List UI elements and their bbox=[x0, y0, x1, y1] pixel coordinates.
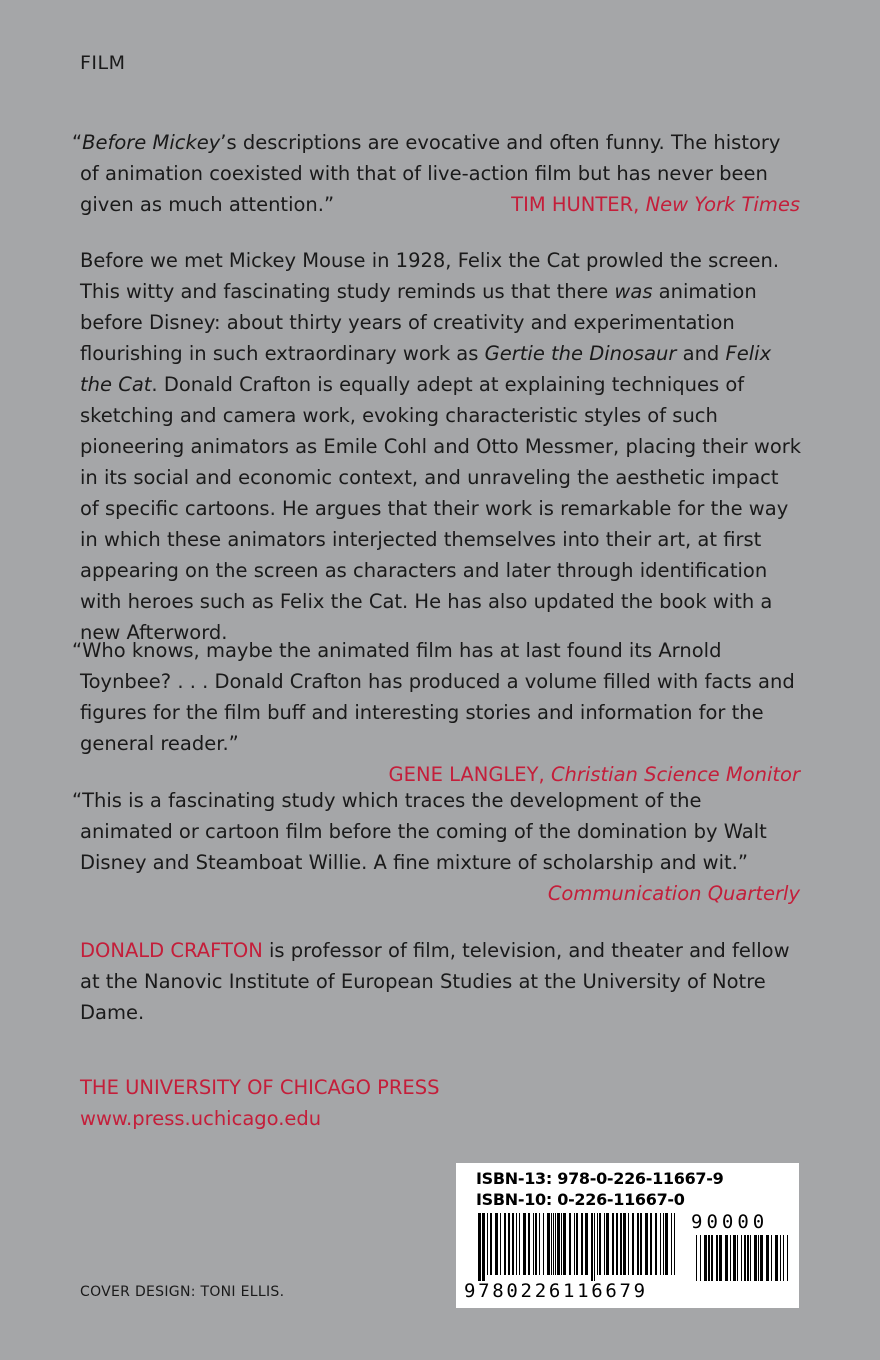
barcode-bar bbox=[569, 1213, 571, 1275]
barcode-bar bbox=[665, 1213, 668, 1275]
barcode-bar bbox=[495, 1213, 498, 1275]
barcode-bar bbox=[594, 1213, 595, 1281]
barcode-bar bbox=[557, 1213, 560, 1275]
author-bio: DONALD CRAFTON is professor of film, television, and theater and fellow at the Nanovic Institute of European Studies at the University of Notre Dame. bbox=[80, 939, 790, 1024]
addon-digits: 90000 bbox=[691, 1211, 769, 1233]
quote-communication bbox=[72, 785, 800, 909]
barcode-bar bbox=[519, 1213, 520, 1275]
barcode-bar bbox=[674, 1213, 675, 1275]
barcode-bar bbox=[563, 1213, 566, 1275]
barcode-bar bbox=[551, 1213, 552, 1275]
isbn13-label: ISBN-13: 978-0-226-11667-9 bbox=[476, 1169, 724, 1188]
barcode-bar bbox=[561, 1213, 562, 1275]
barcode-bar bbox=[737, 1235, 738, 1281]
barcode-bar bbox=[741, 1235, 742, 1281]
quote-communication-attribution: Communication Quarterly bbox=[547, 882, 800, 905]
publisher-block bbox=[80, 1072, 440, 1134]
barcode-bar bbox=[574, 1213, 575, 1275]
barcode-bar bbox=[599, 1213, 601, 1275]
barcode-bar bbox=[516, 1213, 517, 1275]
barcode-bar bbox=[663, 1213, 664, 1275]
book-description: Before we met Mickey Mouse in 1928, Felix the Cat prowled the screen. This witty and fascinating study reminds us that there was animation before Disney: about thirty years of creativity and experimentation flourishing in such extraordinary work as Gertie the Dinosaur and Felix the Cat. Donald Crafton is equally adept at explaining techniques of sketching and camera work, evoking characteristic styles of such pioneering animators as Emile Cohl and Otto Messmer, placing their work in its social and economic context, and unraveling the aesthetic impact of specific cartoons. He argues that their work is remarkable for the way in which these animators interjected themselves into their art, at first appearing on the screen as characters and later through identification with heroes such as Felix the Cat. He has also updated the book with a new Afterword. bbox=[80, 249, 802, 644]
barcode-bar bbox=[543, 1213, 544, 1275]
quote-langley-text: “Who knows, maybe the animated film has at last found its Arnold Toynbee? . . . Donald Crafton has produced a volume filled with facts and figures for the film buff and interesting stories and information for the general reader.” bbox=[72, 639, 795, 755]
barcode-bar bbox=[637, 1213, 639, 1275]
barcode-bar bbox=[733, 1235, 736, 1281]
barcode-bar bbox=[640, 1213, 642, 1275]
isbn-barcode bbox=[456, 1163, 799, 1308]
barcode-bar bbox=[766, 1235, 769, 1281]
barcode-bar bbox=[528, 1213, 530, 1275]
quote-hunter-text: “Before Mickey’s descriptions are evocative and often funny. The history of animation coexisted with that of live-action film but has never been given as much attention.” bbox=[72, 131, 781, 216]
quote-communication-text: “This is a fascinating study which traces the development of the animated or cartoon film before the coming of the domination by Walt Disney and Steamboat Willie. A fine mixture of scholarship and wit.” bbox=[72, 789, 767, 874]
barcode-bar bbox=[758, 1235, 759, 1281]
barcode-bar bbox=[655, 1213, 657, 1275]
barcode-bar bbox=[650, 1213, 652, 1275]
barcode-bar bbox=[487, 1213, 488, 1275]
barcode-bar bbox=[576, 1213, 578, 1275]
barcode-bar bbox=[478, 1213, 481, 1281]
barcode-bar bbox=[547, 1213, 550, 1275]
quote-hunter-attribution: TIM HUNTER, New York Times bbox=[511, 193, 800, 216]
barcode-bar bbox=[533, 1213, 534, 1275]
barcode-bar bbox=[780, 1235, 781, 1281]
barcode-bar bbox=[783, 1235, 784, 1281]
barcode-bar bbox=[606, 1213, 609, 1275]
barcode-bar bbox=[628, 1213, 629, 1275]
barcode-bar bbox=[555, 1213, 556, 1275]
addon-bars bbox=[696, 1235, 791, 1285]
barcode-bar bbox=[482, 1213, 485, 1281]
barcode-bar bbox=[671, 1213, 672, 1275]
barcode-bar bbox=[700, 1235, 701, 1281]
publisher-url[interactable]: www.press.uchicago.edu bbox=[80, 1107, 322, 1130]
publisher-name: THE UNIVERSITY OF CHICAGO PRESS bbox=[80, 1076, 440, 1099]
barcode-bar bbox=[597, 1213, 598, 1275]
barcode-bar bbox=[771, 1235, 772, 1281]
barcode-bar bbox=[711, 1235, 713, 1281]
barcode-bar bbox=[760, 1235, 763, 1281]
barcode-bar bbox=[750, 1235, 751, 1281]
quote-langley-attribution: GENE LANGLEY, Christian Science Monitor bbox=[388, 763, 800, 786]
barcode-bar bbox=[581, 1213, 583, 1275]
barcode-bar bbox=[623, 1213, 626, 1275]
barcode-bar bbox=[604, 1213, 605, 1275]
barcode-bar bbox=[704, 1235, 707, 1281]
barcode-bar bbox=[504, 1213, 506, 1275]
barcode-bar bbox=[775, 1235, 778, 1281]
cover-design-credit: COVER DESIGN: TONI ELLIS. bbox=[80, 1284, 285, 1300]
barcode-bar bbox=[645, 1213, 648, 1275]
barcode-bar bbox=[632, 1213, 634, 1275]
ean13-bars bbox=[478, 1213, 678, 1283]
barcode-bar bbox=[539, 1213, 540, 1275]
barcode-bar bbox=[612, 1213, 614, 1275]
quote-hunter bbox=[72, 127, 800, 220]
barcode-bar bbox=[716, 1235, 718, 1281]
quote-langley bbox=[72, 635, 800, 790]
barcode-bar bbox=[591, 1213, 593, 1281]
barcode-bar bbox=[696, 1235, 697, 1281]
barcode-bar bbox=[523, 1213, 526, 1275]
barcode-bar bbox=[754, 1235, 757, 1281]
barcode-bar bbox=[725, 1235, 728, 1281]
barcode-bar bbox=[747, 1235, 749, 1281]
barcode-bar bbox=[708, 1235, 710, 1281]
barcode-bar bbox=[730, 1235, 731, 1281]
barcode-digits: 9780226116679 bbox=[464, 1280, 648, 1302]
barcode-bar bbox=[535, 1213, 537, 1275]
category-label: FILM bbox=[80, 52, 126, 74]
barcode-bar bbox=[787, 1235, 788, 1281]
isbn10-label: ISBN-10: 0-226-11667-0 bbox=[476, 1190, 685, 1209]
barcode-bar bbox=[500, 1213, 501, 1275]
barcode-bar bbox=[719, 1235, 722, 1281]
author-name: DONALD CRAFTON bbox=[80, 939, 263, 962]
barcode-bar bbox=[508, 1213, 510, 1275]
barcode-bar bbox=[620, 1213, 622, 1275]
barcode-bar bbox=[490, 1213, 492, 1275]
barcode-bar bbox=[744, 1235, 746, 1281]
barcode-bar bbox=[512, 1213, 514, 1275]
barcode-bar bbox=[553, 1213, 554, 1275]
barcode-bar bbox=[616, 1213, 618, 1275]
barcode-bar bbox=[660, 1213, 661, 1275]
barcode-bar bbox=[585, 1213, 588, 1275]
